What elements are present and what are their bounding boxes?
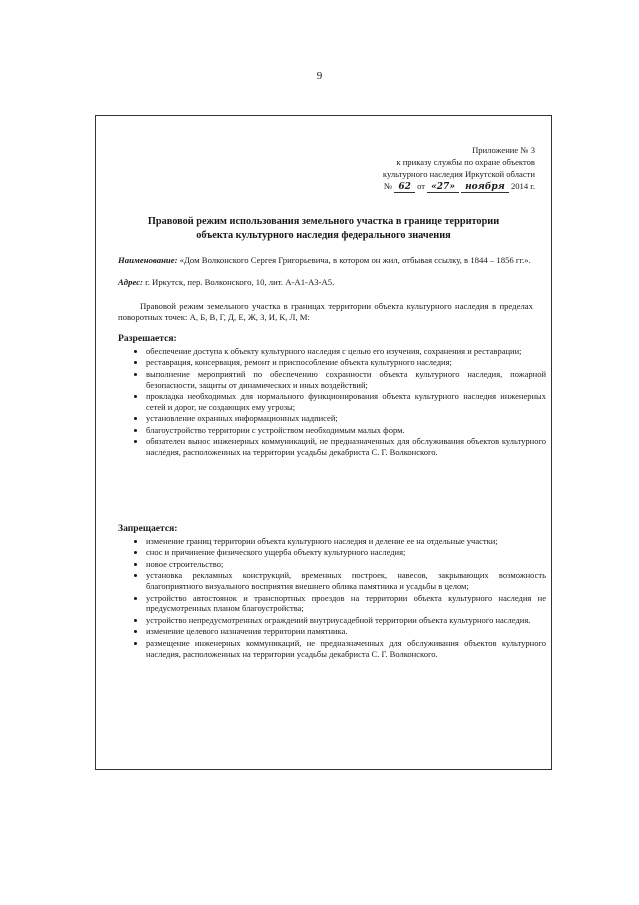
object-address-value: г. Иркутск, пер. Волконского, 10, лит. А-А1-А3-А5. [145,277,335,287]
forbidden-list [132,536,546,660]
list-item: • установка рекламных конструкций, временных построек, навесов, закрывающих возможность благоприятного визуального восприятия внешнего облика памятника и усадьбы в целом; [146,570,546,592]
page-number: 9 [316,70,323,82]
forbidden-heading: Запрещается: [118,523,178,534]
appendix-header [383,144,535,193]
document-frame [95,115,552,770]
object-address [118,277,533,288]
allowed-list [132,346,546,459]
list-item: • обязателен вынос инженерных коммуникаций, не предназначенных для обслуживания объектов культурного наследия, расположенных на территории усадьбы декабриста С. Г. Волконского. [146,436,546,458]
object-name-label: Наименование: [118,255,178,265]
order-day-handwritten: «27» [427,182,459,193]
list-item: • установление охранных информационных надписей; [146,413,546,424]
appendix-order-ref: к приказу службы по охране объектов [396,157,535,167]
list-item: • изменение целевого назначения территории памятника. [146,626,546,637]
order-month-handwritten: ноября [461,182,509,193]
appendix-order-line [383,180,535,193]
list-item: • прокладка необходимых для нормального функционирования объекта культурного наследия инженерных сетей и дорог, не создающих ему угрозы; [146,391,546,413]
list-item: • новое строительство; [146,559,546,570]
order-number-handwritten: 62 [394,182,415,193]
order-number-prefix: № [384,181,393,191]
document-title [96,215,551,242]
order-year: 2014 г. [510,181,535,191]
list-item: • размещение инженерных коммуникаций, не предназначенных для обслуживания объектов культурного наследия, расположенных на территории усадьбы декабриста С. Г. Волконского. [146,638,546,660]
object-name [118,255,533,266]
title-line-2: объекта культурного наследия федерального значения [196,229,451,241]
object-name-value: «Дом Волконского Сергея Григорьевича, в котором он жил, отбывая ссылку, в 1844 – 1856 гг.». [179,255,531,265]
order-date-prefix: от [417,181,426,191]
list-item: • устройство непредусмотренных ограждений внутриусадебной территории объекта культурного наследия. [146,615,546,626]
list-item: • выполнение мероприятий по обеспечению сохранности объекта культурного наследия, пожарной безопасности, защиты от динамических и иных воздействий; [146,369,546,391]
list-item: • обеспечение доступа к объекту культурного наследия с целью его изучения, сохранения и реставрации; [146,346,546,357]
title-line-1: Правовой режим использования земельного участка в границе территории [147,216,500,227]
allowed-heading: Разрешается: [118,333,177,344]
appendix-agency: культурного наследия Иркутской области [382,169,535,179]
list-item: • изменение границ территории объекта культурного наследия и деление ее на отдельные участки; [146,536,546,547]
list-item: • благоустройство территории с устройством необходимым малых форм. [146,425,546,436]
intro-paragraph: Правовой режим земельного участка в границах территории объекта культурного наследия в пределах поворотных точек: А, Б, В, Г, Д, Е, Ж, З, И, К, Л, М: [118,301,533,323]
object-address-label: Адрес: [118,277,143,287]
list-item: • реставрация, консервация, ремонт и приспособление объекта культурного наследия; [146,357,546,368]
list-item: • снос и причинение физического ущерба объекту культурного наследия; [146,547,546,558]
appendix-number: Приложение № 3 [472,145,535,155]
list-item: • устройство автостоянок и транспортных проездов на территории объекта культурного наследия не предусмотренных планом благоустройства; [146,593,546,615]
